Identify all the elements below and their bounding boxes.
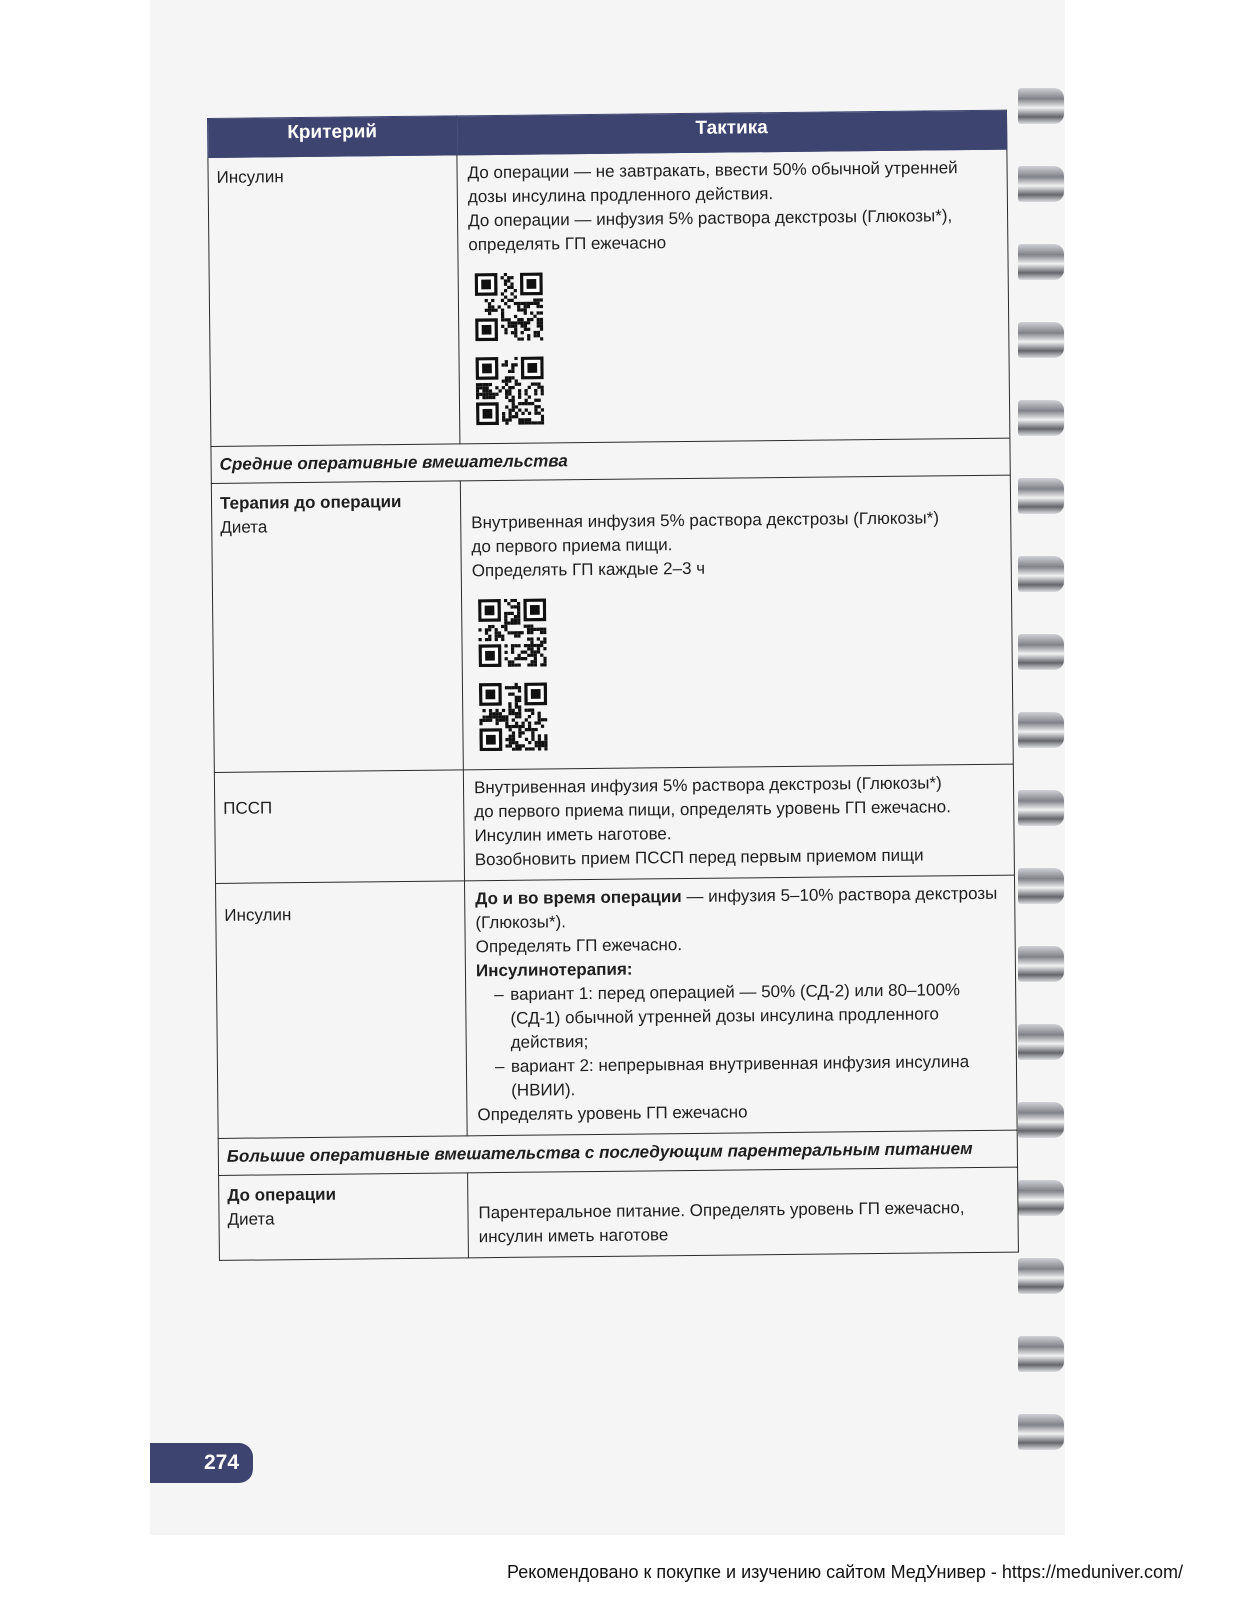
tactic-line: Внутривенная инфузия 5% раствора декстрозы (Глюкозы*) xyxy=(471,508,940,533)
tactic-line: Определять уровень ГП ежечасно xyxy=(477,1102,748,1125)
insulin-therapy-heading: Инсулинотерапия: xyxy=(475,959,633,981)
tactic-lead-rest: — инфузия 5–10% раствора декстрозы (Глюкозы*). xyxy=(475,883,998,933)
qr-code-icon[interactable] xyxy=(476,356,545,425)
criterion-cell xyxy=(211,481,463,773)
header-tactic: Тактика xyxy=(456,110,1006,155)
criterion-cell xyxy=(219,1173,469,1261)
list-item: – вариант 2: непрерывная внутривенная инфузия инсулина (НВИИ). xyxy=(495,1050,1006,1103)
tactic-line: определять ГП ежечасно xyxy=(468,233,667,255)
criterion-text: Диета xyxy=(227,1209,275,1229)
tactic-cell xyxy=(460,475,1013,770)
table-row xyxy=(214,764,1014,883)
table-row xyxy=(216,875,1018,1138)
tactic-line: Парентеральное питание. Определять уровень ГП ежечасно, xyxy=(478,1198,965,1223)
header-criterion: Критерий xyxy=(208,116,457,158)
table-row xyxy=(208,149,1010,446)
tactic-line xyxy=(475,882,1004,936)
criterion-text: ПССП xyxy=(223,798,273,818)
tactic-line: Внутривенная инфузия 5% раствора декстрозы (Глюкозы*) xyxy=(473,773,942,798)
table-row xyxy=(219,1167,1019,1260)
tactic-line: До операции — не завтракать, ввести 50% обычной утренней xyxy=(467,158,958,183)
criterion-text: Инсулин xyxy=(216,167,284,187)
tactic-cell xyxy=(465,875,1018,1136)
qr-code-icon[interactable] xyxy=(478,598,547,667)
criterion-heading: До операции xyxy=(227,1184,337,1205)
tactic-line: до первого приема пищи, определять уровень ГП ежечасно. xyxy=(474,797,952,822)
tactic-cell xyxy=(468,1167,1019,1258)
tactic-line: Определять ГП ежечасно. xyxy=(475,935,683,957)
tactic-line: Возобновить прием ПССП перед первым приемом пищи xyxy=(474,845,924,870)
tactics-table xyxy=(207,110,1019,1261)
table-row xyxy=(211,475,1013,772)
section-title: Большие оперативные вмешательства с последующим парентеральным питанием xyxy=(218,1130,1017,1175)
tactic-line: Определять ГП каждые 2–3 ч xyxy=(471,558,706,581)
list-item: – вариант 1: перед операцией — 50% (СД-2) или 80–100% (СД-1) обычной утренней дозы инсулина продленного действия; xyxy=(494,978,1006,1055)
tactic-line: до первого приема пищи. xyxy=(471,535,673,557)
tactic-cell xyxy=(463,764,1014,881)
tactic-line: дозы инсулина продленного действия. xyxy=(467,184,774,207)
page-number: 274 xyxy=(150,1443,253,1483)
section-title: Средние оперативные вмешательства xyxy=(211,438,1010,483)
qr-code-icon[interactable] xyxy=(475,272,544,341)
tactic-line: инсулин иметь наготове xyxy=(478,1225,669,1247)
criterion-text: Инсулин xyxy=(224,905,292,925)
criterion-cell xyxy=(214,770,464,884)
spiral-binding xyxy=(1018,80,1068,1500)
criterion-cell xyxy=(208,155,460,447)
criterion-heading: Терапия до операции xyxy=(219,491,402,513)
insulin-options-list xyxy=(476,978,1006,1104)
criterion-text: Диета xyxy=(220,517,268,537)
tactic-lead-bold: До и во время операции xyxy=(475,887,682,909)
criterion-cell xyxy=(216,881,468,1139)
qr-code-icon[interactable] xyxy=(479,682,548,751)
tactic-line: До операции — инфузия 5% раствора декстрозы (Глюкозы*), xyxy=(467,206,953,231)
footer-note: Рекомендовано к покупке и изучению сайтом МедУнивер - https://meduniver.com/ xyxy=(507,1562,1183,1582)
tactic-line: Инсулин иметь наготове. xyxy=(474,824,672,846)
tactic-cell xyxy=(457,149,1010,444)
